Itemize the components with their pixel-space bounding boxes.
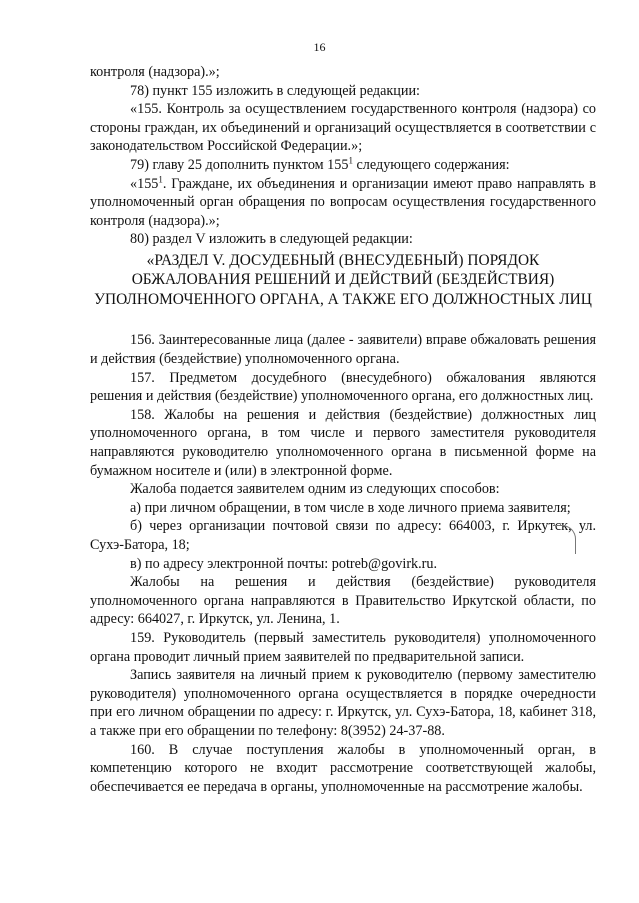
paragraph: 157. Предметом досудебного (внесудебного) обжалования являются решения и действия (бездействие) уполномоченного органа, его должностных лиц. — [90, 369, 596, 405]
paragraph: в) по адресу электронной почты: potreb@govirk.ru. — [130, 555, 438, 572]
paragraph: Запись заявителя на личный прием к руководителю (первому заместителю руководителя) уполномоченного органа осуществляется в порядке очередности при его личном обращении по адресу: г. Иркутск, ул. Сухэ-Батора, 18, кабинет 318, а также при его обращении по телефону: 8(3952) 24-37-88. — [90, 667, 596, 739]
text-block: контроля (надзора).»; — [90, 64, 220, 80]
paragraph: 156. Заинтересованные лица (далее - заявители) вправе обжаловать решения и действия (бездействие) уполномоченного органа. — [90, 332, 596, 368]
page-number: 16 — [313, 40, 326, 54]
superscript: 1 — [158, 173, 163, 184]
paragraph: Жалоба подается заявителем одним из следующих способов: — [130, 481, 500, 498]
paragraph: а) при личном обращении, в том числе в ходе личного приема заявителя; — [130, 499, 571, 516]
heading-line: ОБЖАЛОВАНИЯ РЕШЕНИЙ И ДЕЙСТВИЙ (БЕЗДЕЙСТВИЯ) — [131, 271, 555, 289]
paragraph: 159. Руководитель (первый заместитель руководителя) уполномоченного органа проводит личный прием заявителей по предварительной записи. — [90, 629, 596, 665]
heading-line: УПОЛНОМОЧЕННОГО ОРГАНА, А ТАКЖЕ ЕГО ДОЛЖНОСТНЫХ ЛИЦ — [94, 290, 592, 308]
text-block: 80) раздел V изложить в следующей редакции: — [130, 231, 413, 248]
paragraph: 158. Жалобы на решения и действия (бездействие) должностных лиц уполномоченного органа, в том числе и первого заместителя руководителя направляются руководителю уполномоченного органа в письменной форме на бумажном носителе и (или) в электронной форме. — [90, 406, 596, 479]
text-fragment: следующего содержания: — [352, 156, 510, 173]
paragraph: Жалобы на решения и действия (бездействие) руководителя уполномоченного органа направляются в Правительство Иркутской области, по адресу: 664027, г. Иркутск, ул. Ленина, 1. — [90, 574, 596, 628]
text-block — [90, 175, 596, 231]
heading-line: «РАЗДЕЛ V. ДОСУДЕБНЫЙ (ВНЕСУДЕБНЫЙ) ПОРЯДОК — [146, 251, 540, 269]
text-block: 78) пункт 155 изложить в следующей редакции: — [130, 82, 420, 99]
text-fragment: . Граждане, их объединения и организации имеют право направлять в уполномоченный орган обращения по вопросам осуществления государственного контроля (надзора).»; — [90, 175, 596, 229]
text-block — [90, 156, 596, 175]
text-fragment: «155 — [130, 175, 159, 192]
page-body — [90, 63, 596, 796]
paragraph: 160. В случае поступления жалобы в уполномоченный орган, в компетенцию которого не входит рассмотрение соответствующей жалобы, обеспечивается ее передача в органы, уполномоченные на рассмотрение жалобы. — [90, 741, 596, 795]
handwritten-mark — [553, 525, 576, 554]
paragraph: б) через организации почтовой связи по адресу: 664003, г. Иркутск, ул. Сухэ-Батора, 18; — [90, 518, 596, 553]
text-fragment: 79) главу 25 дополнить пунктом 155 — [130, 156, 349, 173]
section-heading — [90, 251, 596, 310]
spacer — [90, 309, 596, 331]
superscript: 1 — [348, 155, 353, 166]
text-block: «155. Контроль за осуществлением государственного контроля (надзора) со стороны граждан, их объединений и организаций осуществляется в соответствии с законодательством Российской Федерации.»; — [90, 101, 596, 155]
